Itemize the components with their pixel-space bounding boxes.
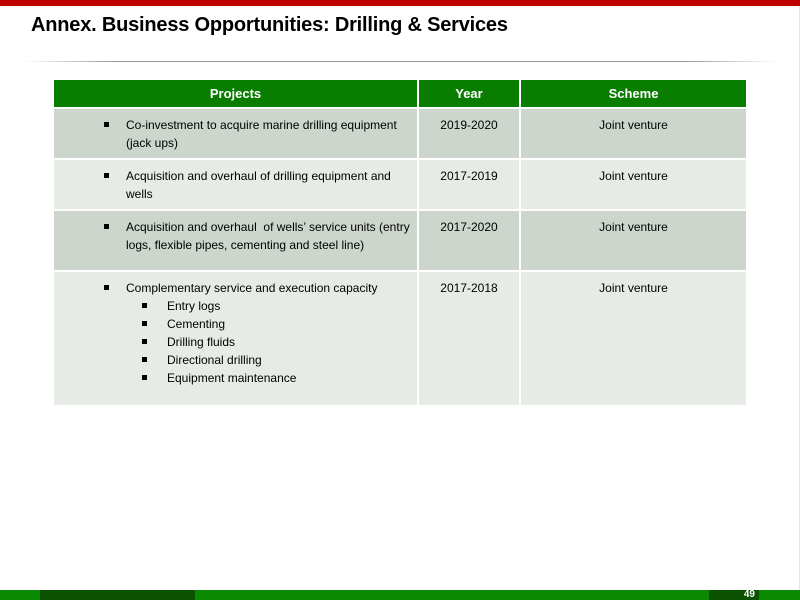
scheme-cell: Joint venture <box>520 271 746 405</box>
table-row <box>54 108 746 159</box>
project-cell <box>54 271 418 405</box>
project-text: Co-investment to acquire marine drilling equipment (jack ups) <box>126 118 397 150</box>
scheme-cell: Joint venture <box>520 159 746 210</box>
sub-item-text: Entry logs <box>167 299 221 313</box>
project-text: Complementary service and execution capacity <box>126 281 378 295</box>
sub-item <box>126 333 411 351</box>
sub-bullet-icon <box>142 303 147 308</box>
year-cell: 2017-2018 <box>418 271 520 405</box>
project-text: Acquisition and overhaul of drilling equipment and wells <box>126 169 391 201</box>
table-row <box>54 210 746 271</box>
project-text: Acquisition and overhaul of wells’ service units (entry logs, flexible pipes, cementing and steel line) <box>126 220 414 252</box>
bullet-icon <box>104 285 109 290</box>
sub-item-text: Equipment maintenance <box>167 371 297 385</box>
header-projects: Projects <box>54 80 418 108</box>
project-cell <box>54 108 418 159</box>
sub-item <box>126 369 411 387</box>
sub-bullet-icon <box>142 339 147 344</box>
footer-accent <box>40 590 195 600</box>
bullet-icon <box>104 173 109 178</box>
header-scheme: Scheme <box>520 80 746 108</box>
top-accent-bar <box>0 0 800 6</box>
table-row <box>54 159 746 210</box>
sub-bullet-list <box>126 297 411 387</box>
table-row <box>54 271 746 405</box>
scheme-cell: Joint venture <box>520 210 746 271</box>
title-divider <box>24 61 778 62</box>
opportunities-table <box>54 80 746 405</box>
sub-item <box>126 297 411 315</box>
bullet-icon <box>104 122 109 127</box>
sub-item-text: Directional drilling <box>167 353 262 367</box>
project-cell <box>54 159 418 210</box>
project-item <box>60 279 411 387</box>
sub-item-text: Cementing <box>167 317 226 331</box>
project-item <box>60 116 411 152</box>
scheme-cell: Joint venture <box>520 108 746 159</box>
slide-title: Annex. Business Opportunities: Drilling & Services <box>31 14 508 36</box>
page-number: 49 <box>709 590 759 600</box>
year-cell: 2017-2019 <box>418 159 520 210</box>
year-cell: 2017-2020 <box>418 210 520 271</box>
sub-bullet-icon <box>142 357 147 362</box>
project-item <box>60 167 411 203</box>
header-year: Year <box>418 80 520 108</box>
table-header-row <box>54 80 746 108</box>
sub-bullet-icon <box>142 321 147 326</box>
project-cell <box>54 210 418 271</box>
project-item <box>60 218 414 254</box>
year-cell: 2019-2020 <box>418 108 520 159</box>
sub-item <box>126 315 411 333</box>
sub-item-text: Drilling fluids <box>167 335 236 349</box>
sub-bullet-icon <box>142 375 147 380</box>
sub-item <box>126 351 411 369</box>
bullet-icon <box>104 224 109 229</box>
